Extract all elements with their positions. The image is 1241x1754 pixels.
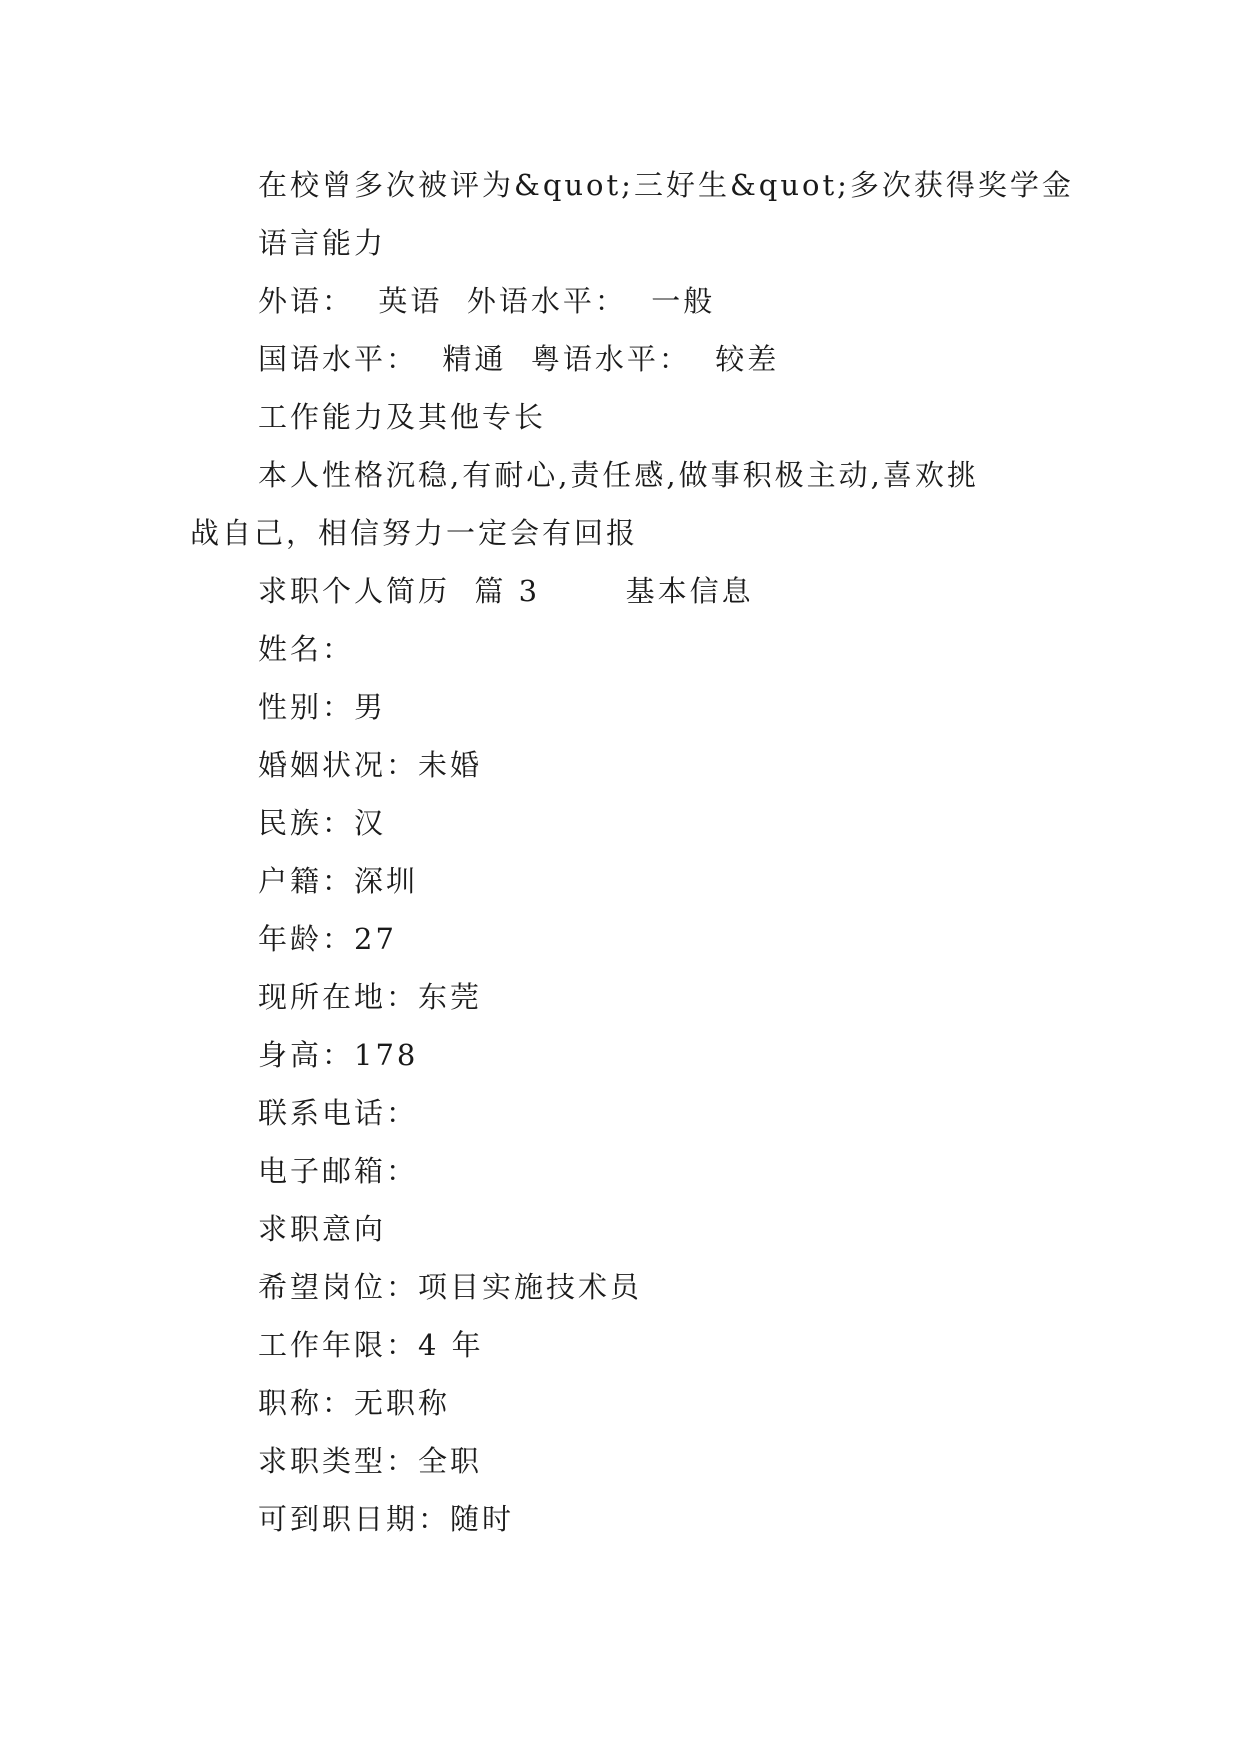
- resume-title-basic-info: 求职个人简历 篇 3 基本信息: [258, 574, 754, 608]
- field-phone: 联系电话：: [258, 1096, 419, 1130]
- field-job-type: 求职类型：全职: [258, 1444, 483, 1478]
- field-current-location: 现所在地：东莞: [258, 980, 483, 1014]
- field-name: 姓名：: [258, 632, 355, 666]
- field-professional-title: 职称：无职称: [258, 1386, 451, 1420]
- field-marital-status: 婚姻状况：未婚: [258, 748, 483, 782]
- field-years-experience: 工作年限：4 年: [258, 1328, 484, 1362]
- field-desired-position: 希望岗位：项目实施技术员: [258, 1270, 643, 1304]
- field-available-date: 可到职日期：随时: [258, 1502, 515, 1536]
- field-email: 电子邮箱：: [258, 1154, 419, 1188]
- self-description-line-1: 本人性格沉稳,有耐心,责任感,做事积极主动,喜欢挑: [258, 458, 979, 492]
- awards-text: 在校曾多次被评为&quot;三好生&quot;多次获得奖学金: [258, 168, 1074, 202]
- field-gender: 性别：男: [258, 690, 387, 724]
- field-height: 身高：178: [258, 1038, 419, 1072]
- field-household-registration: 户籍：深圳: [258, 864, 419, 898]
- self-description-line-2: 战自己，相信努力一定会有回报: [190, 516, 639, 550]
- mandarin-cantonese-line: 国语水平： 精通 粤语水平： 较差: [258, 342, 780, 376]
- field-ethnicity: 民族：汉: [258, 806, 387, 840]
- foreign-language-line: 外语： 英语 外语水平： 一般: [258, 284, 716, 318]
- field-age: 年龄：27: [258, 922, 397, 956]
- section-heading-skills: 工作能力及其他专长: [258, 400, 547, 434]
- section-heading-job-intention: 求职意向: [258, 1212, 387, 1246]
- section-heading-language: 语言能力: [258, 226, 387, 260]
